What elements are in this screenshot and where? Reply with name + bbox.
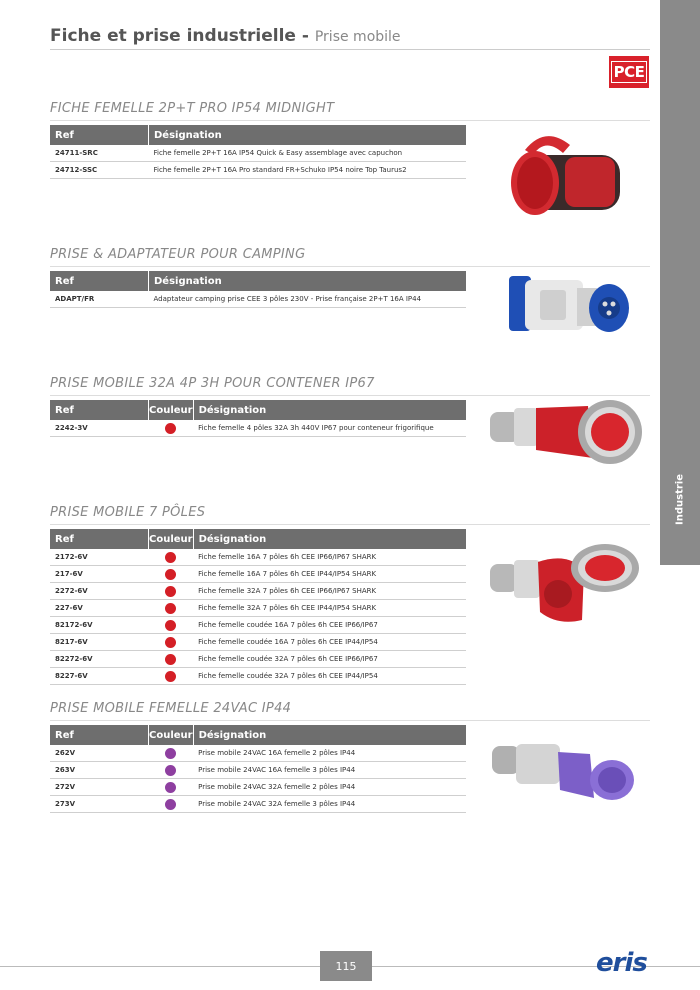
- color-dot: [165, 782, 176, 793]
- cell-ref: 82172-6V: [50, 617, 149, 634]
- cell-designation: Fiche femelle 2P+T 16A IP54 Quick & Easy assemblage avec capuchon: [149, 145, 467, 162]
- col-designation: Désignation: [193, 400, 466, 420]
- pce-logo-text: PCE: [611, 61, 648, 83]
- col-designation: Désignation: [193, 529, 466, 549]
- color-dot: [165, 620, 176, 631]
- color-dot: [165, 654, 176, 665]
- cell-designation: Fiche femelle coudée 16A 7 pôles 6h CEE IP44/IP54: [193, 634, 466, 651]
- cell-ref: 2242-3V: [50, 420, 149, 437]
- cell-color: [149, 762, 194, 779]
- table-row: [50, 162, 466, 179]
- color-dot: [165, 569, 176, 580]
- col-couleur: Couleur: [149, 725, 194, 745]
- col-designation: Désignation: [149, 271, 467, 291]
- cell-color: [149, 600, 194, 617]
- cell-designation: Fiche femelle coudée 16A 7 pôles 6h CEE IP66/IP67: [193, 617, 466, 634]
- cell-designation: Prise mobile 24VAC 32A femelle 3 pôles IP44: [193, 796, 466, 813]
- section-divider: [50, 120, 650, 121]
- table-header: [50, 271, 466, 291]
- cell-ref: 227-6V: [50, 600, 149, 617]
- table-row: [50, 566, 466, 583]
- section-divider: [50, 524, 650, 525]
- cell-designation: Fiche femelle 2P+T 16A Pro standard FR+Schuko IP54 noire Top Taurus2: [149, 162, 467, 179]
- cell-designation: Adaptateur camping prise CEE 3 pôles 230V - Prise française 2P+T 16A IP44: [149, 291, 467, 308]
- col-designation: Désignation: [149, 125, 467, 145]
- cell-ref: 263V: [50, 762, 149, 779]
- cell-designation: Fiche femelle 16A 7 pôles 6h CEE IP44/IP54 SHARK: [193, 566, 466, 583]
- cell-ref: ADAPT/FR: [50, 291, 149, 308]
- cell-color: [149, 651, 194, 668]
- product-image-7-poles-plug: [488, 540, 643, 635]
- table-row: [50, 762, 466, 779]
- section-title: PRISE MOBILE 32A 4P 3H POUR CONTENER IP67: [50, 376, 375, 391]
- section-divider: [50, 266, 650, 267]
- cell-color: [149, 566, 194, 583]
- cell-color: [149, 668, 194, 685]
- table-row: [50, 600, 466, 617]
- table-row: [50, 745, 466, 762]
- cell-ref: 273V: [50, 796, 149, 813]
- color-dot: [165, 552, 176, 563]
- cell-ref: 24711-SRC: [50, 145, 149, 162]
- color-dot: [165, 423, 176, 434]
- section-title: PRISE MOBILE 7 PÔLES: [50, 505, 206, 520]
- cell-ref: 24712-SSC: [50, 162, 149, 179]
- product-table: [50, 400, 466, 437]
- table-header: [50, 125, 466, 145]
- col-ref: Ref: [50, 271, 149, 291]
- table-row: [50, 145, 466, 162]
- table-row: [50, 651, 466, 668]
- eris-logo: eris: [596, 948, 647, 978]
- cell-color: [149, 617, 194, 634]
- cell-color: [149, 549, 194, 566]
- table-row: [50, 583, 466, 600]
- col-designation: Désignation: [193, 725, 466, 745]
- cell-color: [149, 634, 194, 651]
- cell-ref: 8227-6V: [50, 668, 149, 685]
- table-row: [50, 779, 466, 796]
- table-header: [50, 725, 466, 745]
- product-table: [50, 271, 466, 308]
- cell-color: [149, 779, 194, 796]
- product-image-container-plug: [488, 398, 643, 473]
- table-row: [50, 549, 466, 566]
- cell-designation: Fiche femelle 4 pôles 32A 3h 440V IP67 pour conteneur frigorifique: [193, 420, 466, 437]
- col-couleur: Couleur: [149, 529, 194, 549]
- cell-designation: Fiche femelle 32A 7 pôles 6h CEE IP66/IP67 SHARK: [193, 583, 466, 600]
- col-ref: Ref: [50, 529, 149, 549]
- color-dot: [165, 765, 176, 776]
- cell-color: [149, 583, 194, 600]
- table-row: [50, 420, 466, 437]
- section-title: PRISE & ADAPTATEUR POUR CAMPING: [50, 247, 306, 262]
- cell-color: [149, 420, 194, 437]
- color-dot: [165, 799, 176, 810]
- side-tab-label: Industrie: [674, 474, 686, 526]
- cell-ref: 272V: [50, 779, 149, 796]
- table-row: [50, 634, 466, 651]
- page-title-main: Fiche et prise industrielle -: [50, 26, 309, 46]
- product-table: [50, 529, 466, 685]
- table-header: [50, 400, 466, 420]
- cell-designation: Prise mobile 24VAC 32A femelle 2 pôles IP44: [193, 779, 466, 796]
- page-number: 115: [320, 951, 372, 981]
- col-couleur: Couleur: [149, 400, 194, 420]
- col-ref: Ref: [50, 400, 149, 420]
- product-image-camping-adapter: [505, 268, 635, 343]
- col-ref: Ref: [50, 725, 149, 745]
- pce-logo: [609, 56, 649, 88]
- page-subtitle: Prise mobile: [314, 29, 401, 45]
- table-row: [50, 796, 466, 813]
- cell-ref: 2272-6V: [50, 583, 149, 600]
- section-divider: [50, 720, 650, 721]
- cell-designation: Fiche femelle 32A 7 pôles 6h CEE IP44/IP54 SHARK: [193, 600, 466, 617]
- product-table: [50, 125, 466, 179]
- color-dot: [165, 637, 176, 648]
- color-dot: [165, 671, 176, 682]
- cell-designation: Fiche femelle coudée 32A 7 pôles 6h CEE IP44/IP54: [193, 668, 466, 685]
- table-header: [50, 529, 466, 549]
- cell-color: [149, 745, 194, 762]
- color-dot: [165, 586, 176, 597]
- cell-designation: Prise mobile 24VAC 16A femelle 2 pôles IP44: [193, 745, 466, 762]
- color-dot: [165, 748, 176, 759]
- section-title: FICHE FEMELLE 2P+T PRO IP54 MIDNIGHT: [50, 101, 335, 116]
- table-row: [50, 617, 466, 634]
- cell-color: [149, 796, 194, 813]
- product-image-24vac-plug: [490, 738, 640, 808]
- cell-ref: 2172-6V: [50, 549, 149, 566]
- section-title: PRISE MOBILE FEMELLE 24VAC IP44: [50, 701, 292, 716]
- page-title: [50, 26, 401, 46]
- cell-ref: 217-6V: [50, 566, 149, 583]
- cell-ref: 82272-6V: [50, 651, 149, 668]
- cell-designation: Prise mobile 24VAC 16A femelle 3 pôles IP44: [193, 762, 466, 779]
- table-row: [50, 291, 466, 308]
- table-row: [50, 668, 466, 685]
- title-divider: [50, 49, 650, 50]
- section-divider: [50, 395, 650, 396]
- product-image-midnight-socket: [505, 125, 635, 225]
- product-table: [50, 725, 466, 813]
- cell-designation: Fiche femelle coudée 32A 7 pôles 6h CEE IP66/IP67: [193, 651, 466, 668]
- cell-designation: Fiche femelle 16A 7 pôles 6h CEE IP66/IP67 SHARK: [193, 549, 466, 566]
- cell-ref: 262V: [50, 745, 149, 762]
- col-ref: Ref: [50, 125, 149, 145]
- color-dot: [165, 603, 176, 614]
- cell-ref: 8217-6V: [50, 634, 149, 651]
